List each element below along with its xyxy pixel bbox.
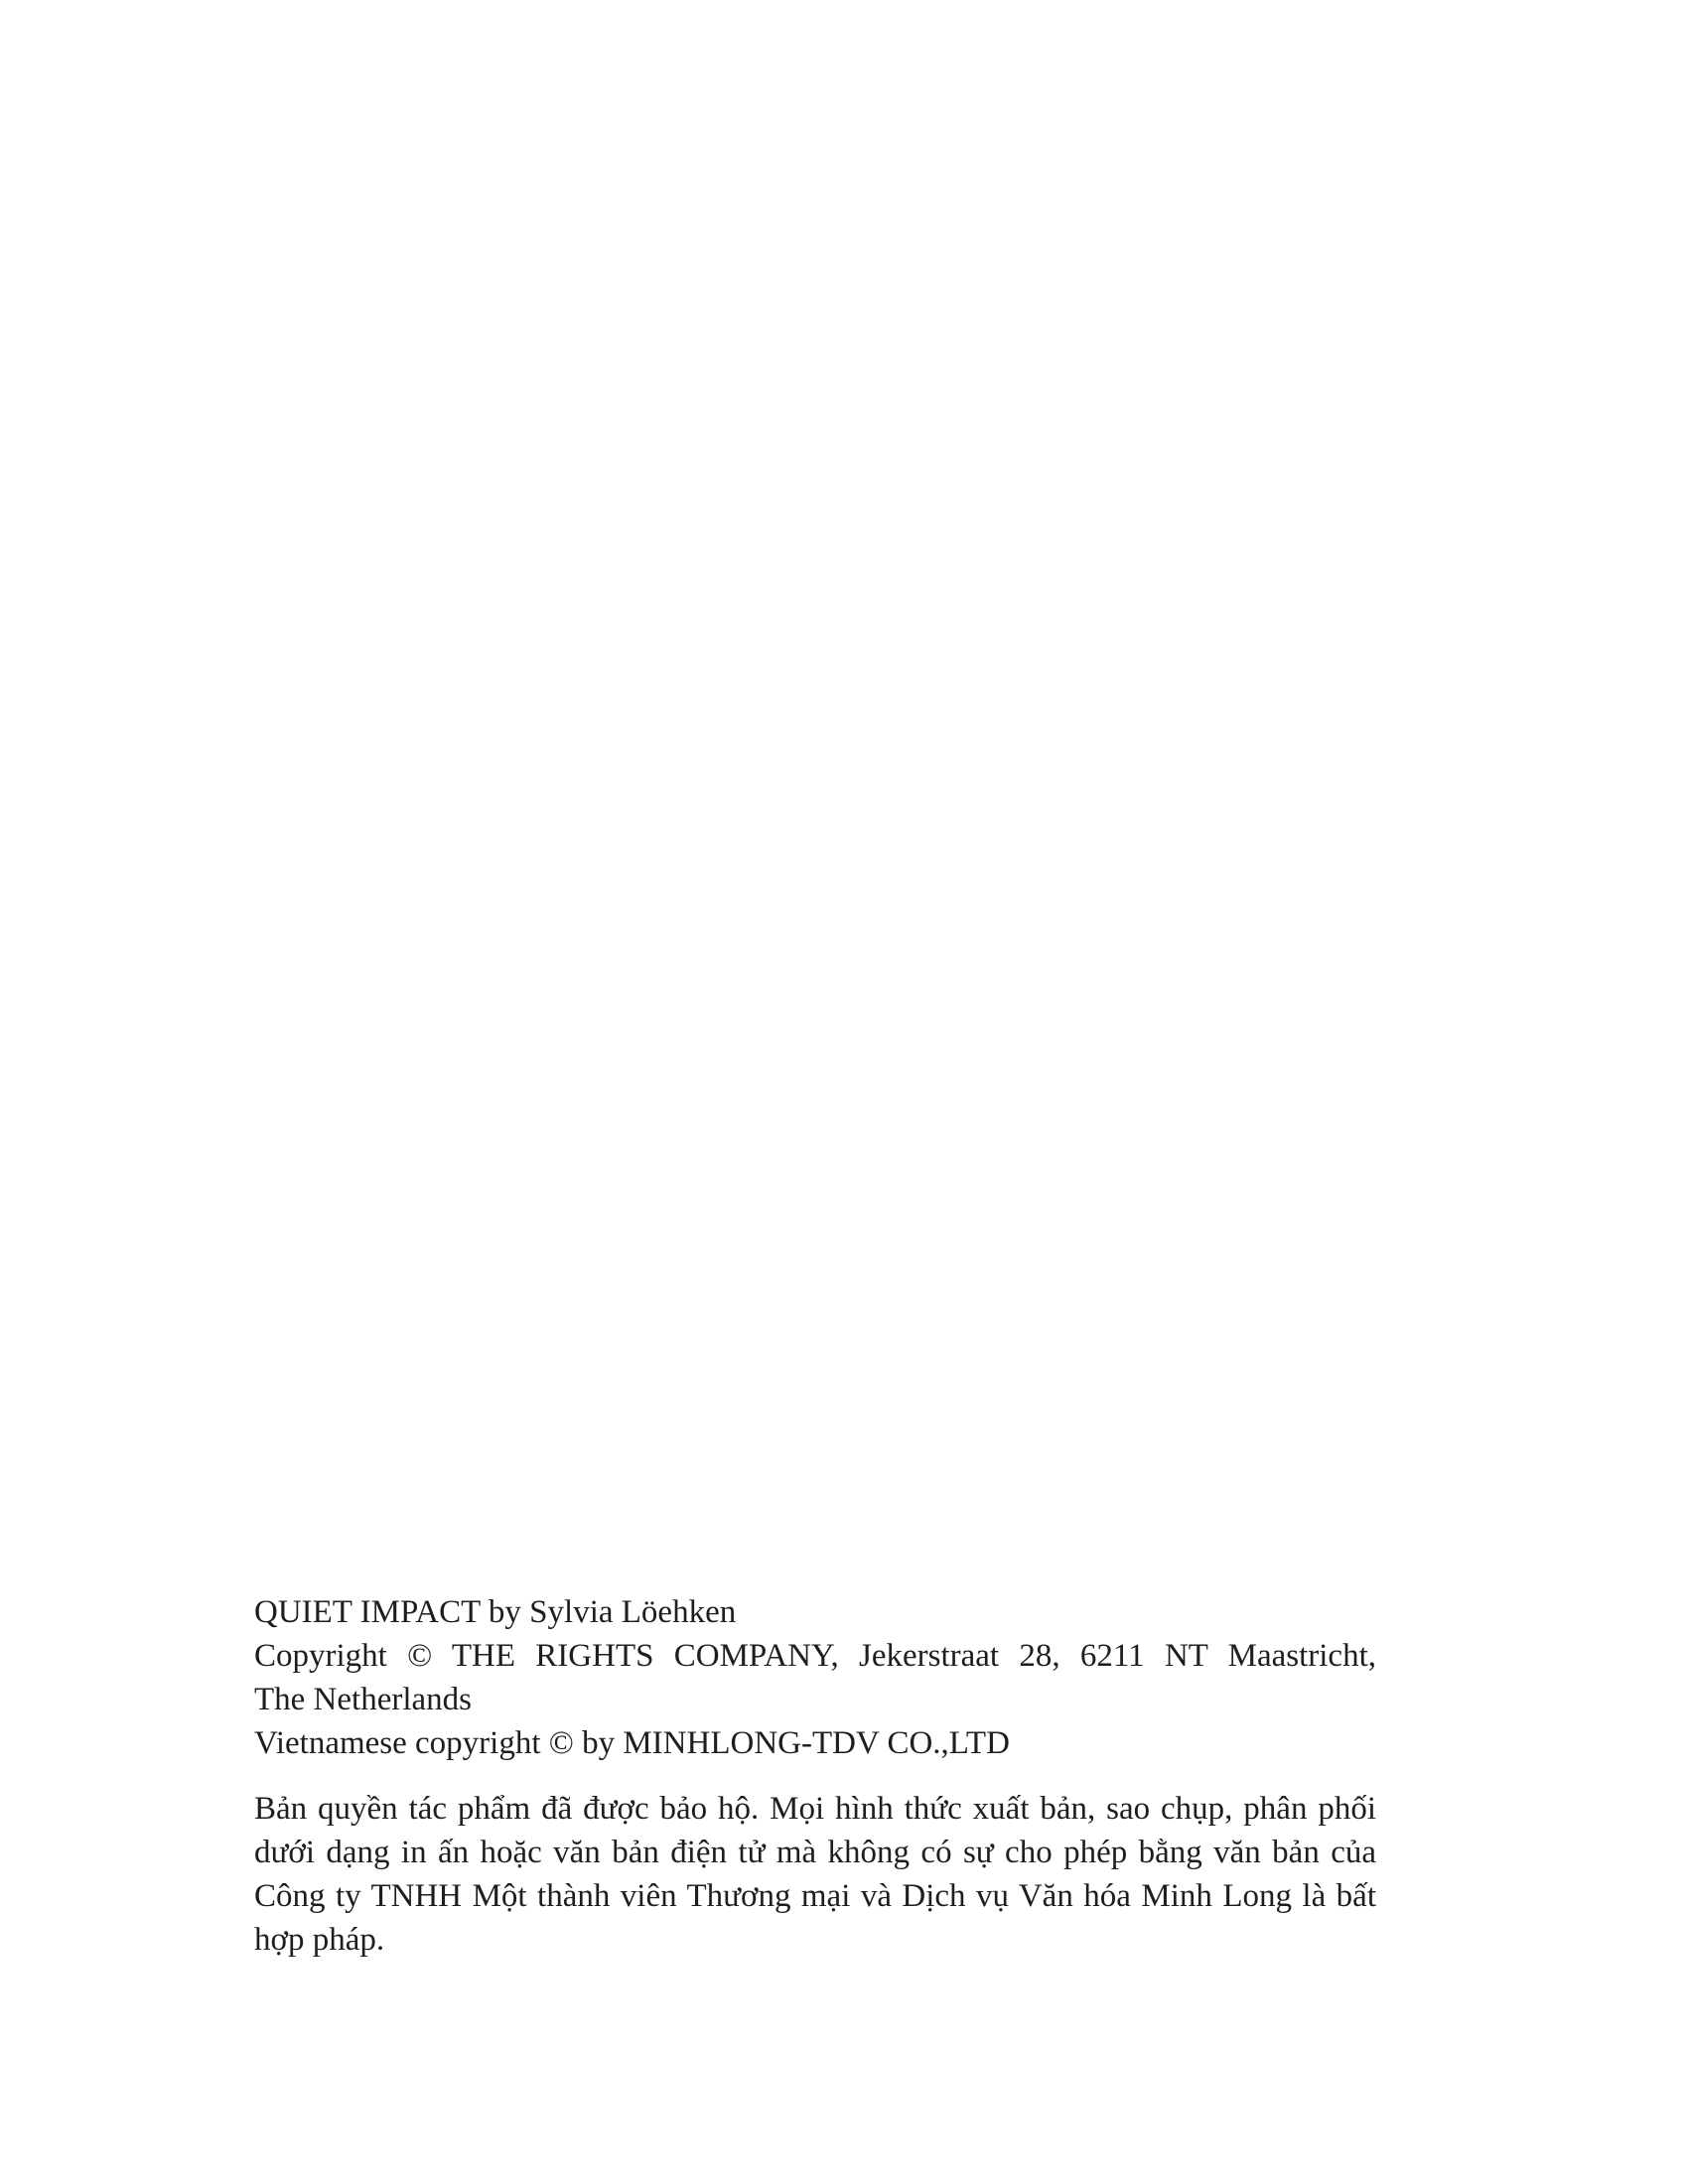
copyright-holder-country-line: The Netherlands [254,1682,472,1717]
copyright-block [254,1590,1376,1962]
copyright-holder-line: Copyright © THE RIGHTS COMPANY, Jekerstraat 28, 6211 NT Maastricht, [254,1638,1376,1674]
original-title-line: QUIET IMPACT by Sylvia Löehken [254,1594,737,1630]
rights-statement [254,1590,1376,1765]
vietnamese-copyright-line: Vietnamese copyright © by MINHLONG-TDV CO.,LTD [254,1725,1010,1761]
legal-notice-paragraph: Bản quyền tác phẩm đã được bảo hộ. Mọi hình thức xuất bản, sao chụp, phân phối dưới dạng in ấn hoặc văn bản điện tử mà không có sự cho phép bằng văn bản của Công ty TNHH Một thành viên Thương mại và Dịch vụ Văn hóa Minh Long là bất hợp pháp. [254,1791,1376,1958]
